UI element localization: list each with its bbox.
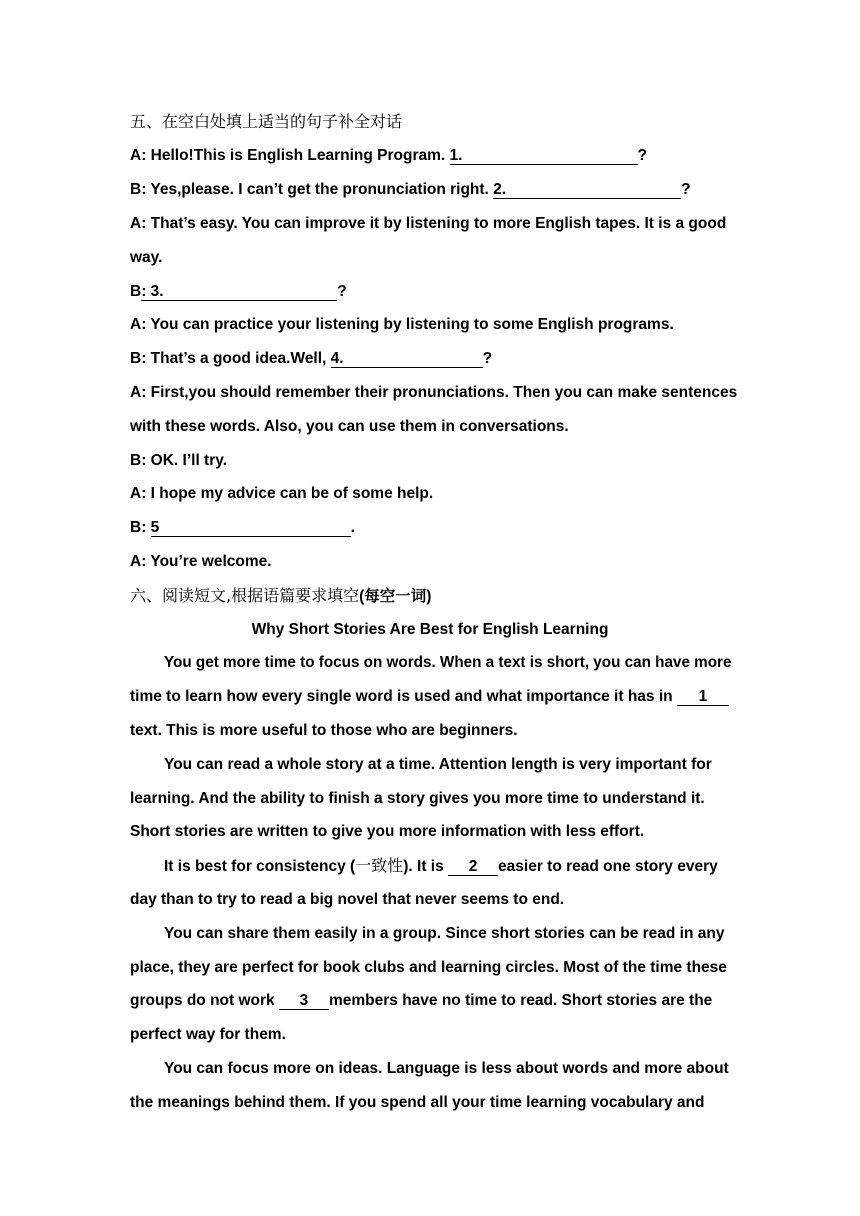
- passage-line-7: It is best for consistency (一致性). It is 2 easier to read one story every: [164, 856, 718, 875]
- passage-line-1: You get more time to focus on words. When a text is short, you can have more: [164, 654, 732, 671]
- dialogue-line-13: A: You’re welcome.: [130, 553, 272, 570]
- answer-blank-2[interactable]: 2.: [493, 181, 681, 199]
- passage-line-10: place, they are perfect for book clubs and learning circles. Most of the time these: [130, 959, 727, 976]
- passage-line-13: You can focus more on ideas. Language is less about words and more about: [164, 1060, 729, 1077]
- dialogue-line-10: B: OK. I’ll try.: [130, 452, 228, 469]
- dialogue-line-12: B: 5 .: [130, 519, 355, 536]
- passage-line-11: groups do not work 3 members have no time to read. Short stories are the: [130, 992, 713, 1009]
- dialogue-line-8: A: First,you should remember their pronunciations. Then you can make sentences: [130, 384, 738, 401]
- dialogue-line-9: with these words. Also, you can use them in conversations.: [130, 418, 569, 435]
- dialogue-line-1: A: Hello!This is English Learning Program. 1. ?: [130, 147, 647, 164]
- dialogue-line-3: A: That’s easy. You can improve it by listening to more English tapes. It is a good: [130, 215, 727, 232]
- passage-title: Why Short Stories Are Best for English Learning: [251, 621, 609, 638]
- answer-blank-3[interactable]: : 3.: [141, 283, 337, 301]
- passage-blank-2[interactable]: 2: [448, 858, 498, 876]
- dialogue-line-6: A: You can practice your listening by listening to some English programs.: [130, 316, 674, 333]
- passage-blank-3[interactable]: 3: [279, 992, 329, 1010]
- dialogue-line-7: B: That’s a good idea.Well, 4. ?: [130, 350, 493, 367]
- passage-line-2: time to learn how every single word is used and what importance it has in 1: [130, 687, 729, 707]
- passage-line-6: Short stories are written to give you more information with less effort.: [130, 823, 645, 840]
- passage-line-3: text. This is more useful to those who are beginners.: [130, 722, 518, 739]
- section-6-heading: 六、阅读短文,根据语篇要求填空(每空一词): [130, 586, 432, 605]
- section-5-heading: 五、在空白处填上适当的句子补全对话: [130, 112, 403, 131]
- passage-line-4: You can read a whole story at a time. Attention length is very important for: [164, 756, 712, 773]
- dialogue-line-11: A: I hope my advice can be of some help.: [130, 485, 434, 502]
- passage-line-5: learning. And the ability to finish a story gives you more time to understand it.: [130, 790, 705, 807]
- passage-line-14: the meanings behind them. If you spend all your time learning vocabulary and: [130, 1094, 705, 1111]
- passage-blank-1[interactable]: 1: [677, 688, 729, 706]
- dialogue-line-4: way.: [130, 249, 163, 266]
- answer-blank-5[interactable]: 5: [151, 519, 351, 537]
- answer-blank-4[interactable]: 4.: [331, 350, 483, 368]
- passage-line-12: perfect way for them.: [130, 1026, 286, 1043]
- dialogue-line-5: B: 3. ?: [130, 283, 347, 300]
- passage-line-9: You can share them easily in a group. Since short stories can be read in any: [164, 925, 725, 942]
- dialogue-line-2: B: Yes,please. I can’t get the pronunciation right. 2. ?: [130, 181, 691, 198]
- answer-blank-1[interactable]: 1.: [450, 147, 638, 165]
- passage-line-8: day than to try to read a big novel that never seems to end.: [130, 891, 565, 908]
